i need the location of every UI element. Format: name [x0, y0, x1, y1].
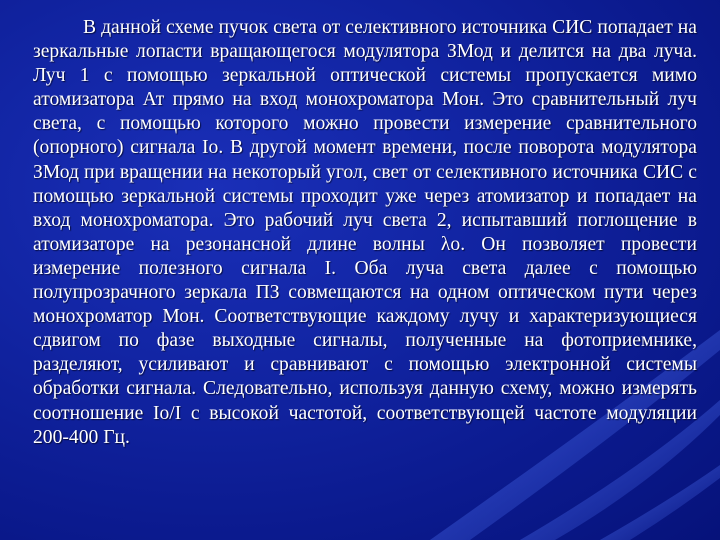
slide-body-text: В данной схеме пучок света от селективного источника СИС попадает на зеркальные лопасти вращающегося модулятора ЗМод и делится на два луча. Луч 1 с помощью зеркальной оптической системы пропускается мимо атомизатора Ат прямо на вход монохроматора Мон. Это сравнительный луч света, с помощью которого можно провести измерение сравнительного (опорного) сигнала Iо. В другой момент времени, после поворота модулятора ЗМод при вращении на некоторый угол, свет от селективного источника СИС с помощью зеркальной системы проходит уже через атомизатор и попадает на вход монохроматора. Это рабочий луч света 2, испытавший поглощение в атомизаторе на резонансной длине волны λо. Он позволяет провести измерение полезного сигнала I. Оба луча света далее с помощью полупрозрачного зеркала ПЗ совмещаются на одном оптическом пути через монохроматор Мон. Соответствующие каждому лучу и характеризующиеся сдвигом по фазе выходные сигналы, полученные на фотоприемнике, разделяют, усиливают и сравнивают с помощью электронной системы обработки сигнала. Следовательно, используя данную схему, можно измерять соотношение Iо/I с высокой частотой, соответствующей частоте модуляции 200-400 Гц.: [33, 17, 697, 448]
